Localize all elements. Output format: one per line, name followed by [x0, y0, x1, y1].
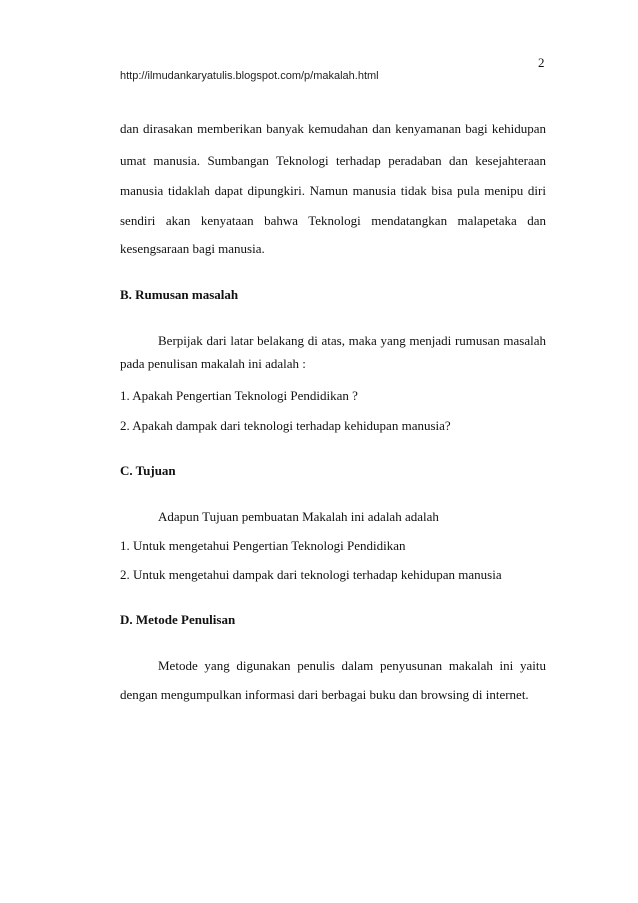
section-d-paragraph-line: Metode yang digunakan penulis dalam penyusunan makalah ini yaitu	[158, 658, 546, 673]
intro-line: kesengsaraan bagi manusia.	[120, 241, 265, 256]
section-b-list-item: 1. Apakah Pengertian Teknologi Pendidikan ?	[120, 388, 358, 403]
section-c-paragraph-line: Adapun Tujuan pembuatan Makalah ini adalah adalah	[158, 509, 439, 524]
section-b-list-item: 2. Apakah dampak dari teknologi terhadap kehidupan manusia?	[120, 418, 451, 433]
intro-line: sendiri akan kenyataan bahwa Teknologi mendatangkan malapetaka dan	[120, 213, 546, 228]
section-c-list-item: 2. Untuk mengetahui dampak dari teknologi terhadap kehidupan manusia	[120, 567, 502, 582]
intro-line: manusia tidaklah dapat dipungkiri. Namun manusia tidak bisa pula menipu diri	[120, 183, 546, 198]
intro-line: dan dirasakan memberikan banyak kemudahan dan kenyamanan bagi kehidupan	[120, 121, 546, 136]
page-number: 2	[538, 55, 545, 70]
header-url: http://ilmudankaryatulis.blogspot.com/p/makalah.html	[120, 70, 379, 82]
section-c-list-item: 1. Untuk mengetahui Pengertian Teknologi Pendidikan	[120, 538, 406, 553]
section-d-paragraph-line: dengan mengumpulkan informasi dari berbagai buku dan browsing di internet.	[120, 687, 529, 702]
intro-line: umat manusia. Sumbangan Teknologi terhadap peradaban dan kesejahteraan	[120, 153, 546, 168]
section-c-heading: C. Tujuan	[120, 463, 176, 478]
section-b-paragraph-line: Berpijak dari latar belakang di atas, maka yang menjadi rumusan masalah	[158, 333, 546, 348]
section-d-heading: D. Metode Penulisan	[120, 612, 236, 627]
section-b-heading: B. Rumusan masalah	[120, 287, 239, 302]
section-b-paragraph-line: pada penulisan makalah ini adalah :	[120, 356, 306, 371]
